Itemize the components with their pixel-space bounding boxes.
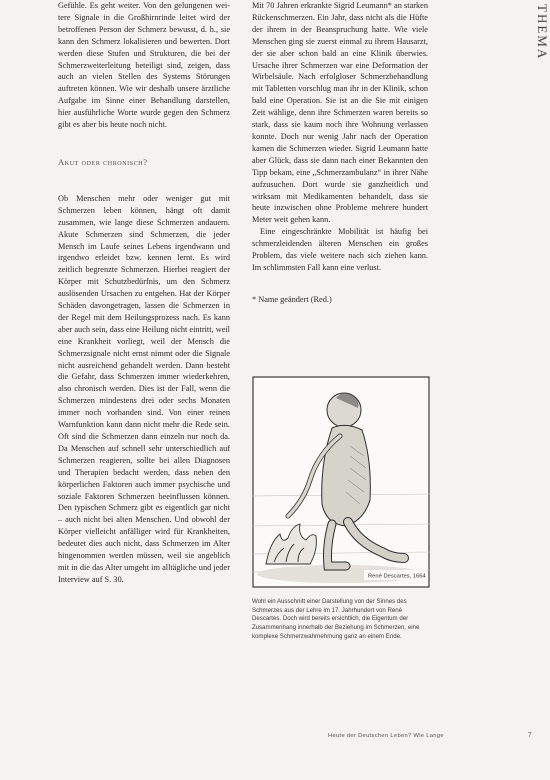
case-story-paragraph: Mit 70 Jahren erkrankte Sigrid Leumann* an starken Rückenschmerzen. Ein Jahr, dass nicht als die Hüfte der ihrem in der Beanspruchung hatte. Wie viele Menschen ging sie zuerst einmal zu ihrem Hausarzt, der sie aber schon bald an eine Klinik überwies. Ursache ihrer Schmerzen war eine Deformation der Wirbelsäule. Nach erfolgloser Schmerzbehandlung mit Tabletten vorschlug man ihr in der Klinik, schon bald eine Operation. Sie ist an die Sie mit einigen Zeit wählige, denn ihre Schmerzen waren bereits so stark, dass sie kaum noch ihre Wohnung verlassen konnte. Doch nur wenig Jahr nach der Operation kamen die Schmerzen wieder. Sigrid Leumann hatte aber Glück, dass sie dann nach einer Bekannten den Tipp bekam, eine „Schmerzambulanz“ in ihrer Nähe aufzusuchen. Dort wurde sie ganzheitlich und wirksam mit Medikamenten behandelt, dass sie heute inzwischen ohne Probleme mehrere hundert Meter weit gehen kann. xyxy=(252,1,428,225)
footer-title: Heute der Deutschen Leben? Wie Lange xyxy=(328,733,444,739)
descartes-illustration xyxy=(252,376,430,588)
intro-paragraph: Gefühle. Es geht weiter. Von den gelungenen wei-tere Signale in die Großhirnrinde leitet wird der betroffenen Person der Schmerz bewusst, d. h., sie kann den Schmerz lokalisieren und bewerten. Dort werden diese Stufen und Strukturen, die bei der Schmerzweiterleitung beteiligt sind, zeigen, dass auch an vielen Stellen des Systems Störungen auftreten können. Wie wir deshalb unsere ärztliche Aufgabe im Sinne einer Behandlung darstellen, hier ausführliche Worte wurde gegen den Schmerz gibt es aber bis heute noch nicht. xyxy=(58,1,230,130)
section-heading: Akut oder chronisch? xyxy=(58,156,148,167)
name-changed-note: * Name geändert (Red.) xyxy=(252,294,332,304)
right-column xyxy=(252,0,428,306)
figure-caption: Wohl ein Ausschnitt einer Darstellung von der Sinnes des Schmerzes aus der Lehre im 17. Jahrhundert von René Descartes. Doch wird bereits ersichtlich, die Eigentum der Zusammenhang innerhalb der Beziehung im Schmerzen, eine komplexe Schmerzwahrnehmung ganz an einem Ende. xyxy=(252,598,420,640)
engraving-figure xyxy=(252,376,430,588)
mobility-paragraph: Eine eingeschränkte Mobilität ist häufig bei schmerzleidenden älteren Menschen ein großes Problem, das viele weitere nach sich ziehen kann. Im schlimmsten Fall kann eine verlust. xyxy=(252,227,428,272)
section-tag: THEMA xyxy=(535,4,550,61)
page-number: 7 xyxy=(528,731,532,739)
left-column xyxy=(58,0,230,586)
illustration-credit: René Descartes, 1664 xyxy=(368,573,426,580)
body-paragraph: Ob Menschen mehr oder weniger gut mit Schmerzen leben können, hängt oft damit zusammen, wie lange diese Schmerzen andauern. Akute Schmerzen sind Schmerzen, die jeder Mensch im Laufe seines Lebens irgendwann und irgendwo erleidet bzw. kennen lernt. Es wird zeitlich begrenzte Schmerzen. Hierbei reagiert der Körper mit Schutzbedürfnis, um den Schmerz auslösenden Ursachen zu entgehen. Hat der Körper Schäden davongetragen, lassen die Schmerzen in der Regel mit dem Heilungsprozess nach. Es kann aber auch sein, dass eine Heilung nicht eintritt, weil eine Krankheit vorliegt, weil der Mensch die Schmerzsignale nicht ernst nimmt oder die Signale nicht ausreichend gehandelt werden. Dann besteht die Gefahr, dass Schmerzen immer wiederkehren, also chronisch werden. Dies ist der Fall, wenn die Schmerzen mindestens drei oder sechs Monaten immer noch vorhanden sind. Von einer reinen Warnfunktion kann dann nicht mehr die Rede sein. Oft sind die Schmerzen dann einzeln nur noch da. Da Menschen auf schnell sehr unterschiedlich auf Schmerzen reagieren, sollte bei allen Diagnosen und Therapien bedacht werden, dass neben den körperlichen Faktoren auch immer psychische und soziale Faktoren Schmerzen beeinflussen können. Den typischen Schmerz gibt es eigentlich gar nicht – auch nicht bei alten Menschen. Und obwohl der Körper vielleicht anfälliger wird für Krankheiten, bedeutet dies auch nicht, dass Schmerzen im Alter hingenommen werden müssen, weil sie angeblich mit in die das Alter umgeht im alltägliche und jeder Interview auf S. 30. xyxy=(58,193,230,584)
